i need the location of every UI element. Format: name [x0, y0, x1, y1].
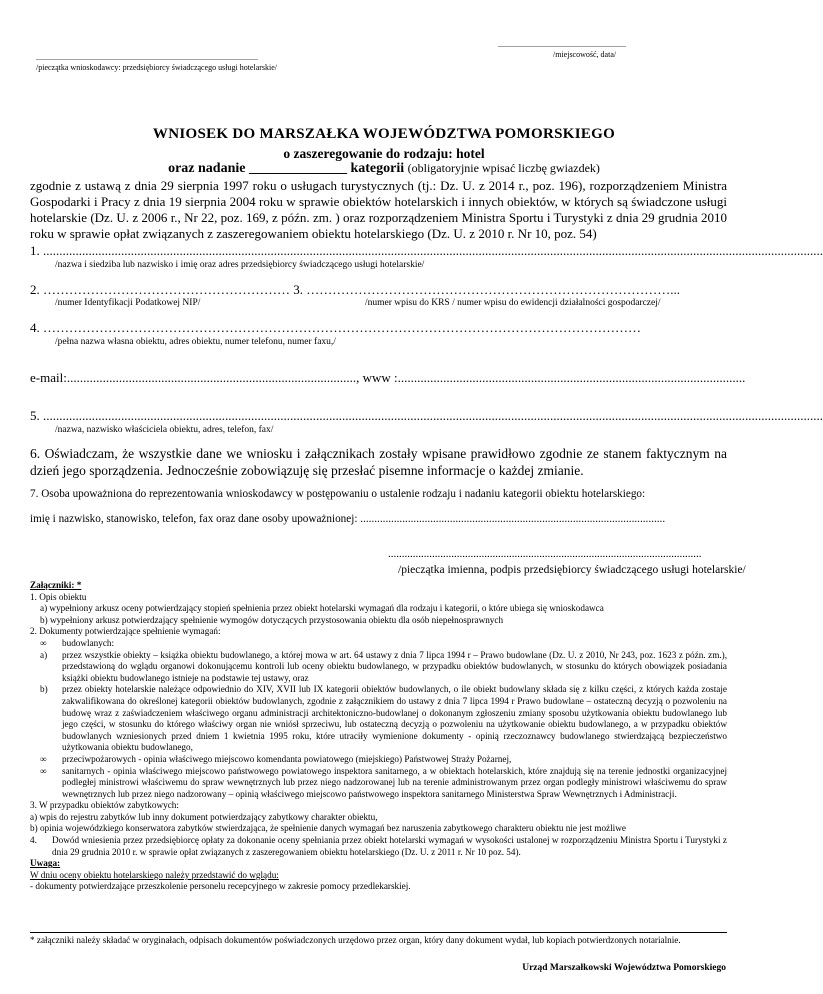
field-3-label: /numer wpisu do KRS / numer wpisu do ewidencji działalności gospodarczej/ [365, 298, 661, 308]
attachment-item [30, 684, 727, 754]
authorized-person-field[interactable] [30, 513, 727, 525]
attachments-heading: Załączniki: * [30, 580, 82, 590]
field-2[interactable] [30, 282, 290, 297]
category-line [0, 161, 768, 177]
www-dots: ........................................................................................................... [397, 370, 746, 385]
attachment-marker: b) [40, 684, 48, 695]
attachment-text: Dowód wniesienia przez przedsiębiorcę opłaty za dokonanie oceny spełniania przez obiekt hotelarski wymagań w wysokości ustalonej w rozporządzeniu Ministra Sportu i Turystyki z dnia 29 grudnia 2010 r. w sprawie opłat związanych z zaszeregowaniem obiektu hotelarskiego (Dz. U. z 2011 r. Nr 10 poz. 54). [52, 835, 727, 857]
declaration-text: 6. Oświadczam, że wszystkie dane we wniosku i załącznikach zostały wpisane prawidłowo zgodnie ze stanem faktycznym na dzień jego sporządzenia. Jednocześnie zobowiązuję się przesłać pisemne informacje o każdej zmianie. [30, 446, 727, 478]
category-blank: ______________ [248, 161, 347, 176]
field-3-number: 3. [293, 282, 303, 297]
email-label: e-mail: [30, 370, 67, 385]
field-1-dots: ................................................................................................................................................................................................................................................ [43, 243, 823, 258]
footnote-text: * załączniki należy składać w oryginałach, odpisach dokumentów poświadczonych urzędowo przez organ, który dany dokument wydał, lub kopiach potwierdzonych notarialnie. [30, 935, 681, 945]
attachment-item [30, 754, 727, 766]
attachment-item [30, 835, 727, 858]
attachments-list [30, 592, 727, 859]
attachment-text: a) wpis do rejestru zabytków lub inny dokument potwierdzający zabytkowy charakter obiektu, [30, 811, 378, 822]
category-prefix: oraz nadanie [168, 161, 246, 176]
attachment-item [30, 638, 727, 650]
signature-dots[interactable]: .................................................................................................................. [388, 548, 702, 560]
attachment-item [30, 626, 727, 638]
attachment-item [30, 650, 727, 685]
field-5-label: /nazwa, nazwisko właściciela obiektu, adres, telefon, fax/ [55, 425, 274, 435]
attachment-item [30, 800, 727, 812]
field-4[interactable] [30, 320, 727, 336]
field-4-dots: ………………………………………………………………………………………………………………………… [43, 320, 641, 335]
footer-office: Urząd Marszałkowski Województwa Pomorskiego [522, 963, 726, 973]
field-2-3-row [30, 282, 727, 298]
attachment-item [30, 766, 727, 801]
field-2-number: 2. [30, 282, 40, 297]
attachment-marker: 4. [30, 835, 37, 846]
field-5[interactable] [30, 408, 823, 424]
note-line-2: - dokumenty potwierdzające przeszkolenie personelu recepcyjnego w zakresie pomocy przedlekarskiej. [30, 881, 411, 892]
field-5-dots: ................................................................................................................................................................................................................................................ [43, 408, 823, 423]
attachment-item [30, 592, 727, 604]
attachment-text: przez wszystkie obiekty – książka obiektu budowlanego, a której mowa w art. 64 ustawy z dnia 7 lipca 1994 r – Prawo budowlane (Dz. U. z 2010, Nr 243, poz. 1623 z późn. zm.), przedstawioną do wglądu organowi dokonującemu kontroli lub oceny obiektu budowlanego, w przypadku obiektów budowlanych, w stosunku do których obowiązek posiadania książki obiektu budowlanego istnieje na podstawie tej ustawy, oraz [62, 649, 727, 683]
footnote-rule [30, 932, 727, 933]
field-3[interactable] [293, 282, 680, 297]
authorized-person-label: imię i nazwisko, stanowisko, telefon, fax oraz dane osoby upoważnionej: [30, 513, 358, 525]
note-line-1: W dniu oceny obiektu hotelarskiego należy przedstawić do wglądu: [30, 869, 279, 880]
attachment-text: b) opinia wojewódzkiego konserwatora zabytków stwierdzająca, że spełnienie danych wymagań bez naruszenia zabytkowego charakteru obiektu nie jest możliwe [30, 823, 626, 834]
category-note: (obligatoryjnie wpisać liczbę gwiazdek) [407, 161, 600, 175]
field-2-label: /numer Identyfikacji Podatkowej NIP/ [55, 298, 201, 308]
applicant-stamp-label: /pieczątka wnioskodawcy: przedsiębiorcy świadczącego usługi hotelarskie/ [36, 63, 278, 72]
field-4-label: /pełna nazwa własna obiektu, adres obiektu, numer telefonu, numer faxu,/ [55, 337, 336, 347]
attachment-text: a) wypełniony arkusz oceny potwierdzający stopień spełnienia przez obiekt hotelarski wymagań dla rodzaju i kategorii, o które ubiega się wnioskodawca [40, 603, 604, 614]
note-heading: Uwaga: [30, 858, 61, 869]
attachment-marker: ∞ [40, 637, 47, 648]
field-3-dots: …………………………………………………………………………... [306, 282, 680, 297]
legal-basis-text: zgodnie z ustawą z dnia 29 sierpnia 1997 roku o usługach turystycznych (tj.: Dz. U. z 2014 r., poz. 196), rozporządzeniem Ministra Gospodarki i Pracy z dnia 19 sierpnia 2004 roku w sprawie obiektów hotelarskich i innych obiektów, w których są świadczone usługi hotelarskie (Dz. U. z 2006 r., Nr 22, poz. 169, z późn. zm. ) oraz rozporządzeniem Ministra Sportu i Turystyki z dnia 29 grudnia 2010 roku w sprawie opłat związanych z zaszeregowaniem obiektu hotelarskiego (Dz. U. z 2010 r. Nr 10, poz. 54) [30, 178, 727, 241]
attachment-item [30, 823, 727, 835]
signature-label: /pieczątka imienna, podpis przedsiębiorcy świadczącego usługi hotelarskie/ [398, 564, 746, 576]
page-title: WNIOSEK DO MARSZAŁKA WOJEWÓDZTWA POMORSKIEGO [152, 126, 616, 142]
attachment-text: przeciwpożarowych - opinia właściwego miejscowo komendanta powiatowego (miejskiego) Państwowej Straży Pożarnej, [62, 753, 512, 764]
www-label: www : [362, 370, 398, 385]
authorized-person-dots: ............................................................................................................. [360, 513, 666, 525]
item-7-text: 7. Osoba upoważniona do reprezentowania wnioskodawcy w postępowaniu o ustalenie rodzaju i nadaniu kategorii obiektu hotelarskiego: [30, 488, 646, 500]
attachment-item [30, 812, 727, 824]
attachment-text: 3. W przypadku obiektów zabytkowych: [30, 800, 179, 811]
email-field[interactable] [30, 370, 359, 385]
attachment-text: b) wypełniony arkusz potwierdzający spełnienie wymogów dotyczących przystosowania obiektu dla osób niepełnosprawnych [40, 614, 504, 625]
email-dots: ........................................................................................., [66, 370, 360, 385]
attachment-text: budowlanych: [62, 637, 115, 648]
attachment-text: 1. Opis obiektu [30, 591, 87, 602]
attachment-text: sanitarnych - opinia właściwego miejscowo państwowego powiatowego inspektora sanitarnego, a w obiektach hotelarskich, które znajdują się na terenie jednostki organizacyjnej podległej ministrowi właściwemu do spraw wewnętrznych lub przez niego nadzorowanej lub na terenie administrowanym przez organ podległy ministrowi właściwemu do spraw wewnętrznych lub przez niego nadzorowany – opinią właściwego miejscowo państwowego inspektora sanitarnego Ministerstwa Spraw Wewnętrznych i Administracji. [62, 765, 727, 799]
contact-row [30, 370, 746, 386]
attachments-section [30, 580, 727, 893]
date-place-dots: ................................................................ [498, 40, 626, 49]
field-1-label: /nazwa i siedziba lub nazwisko i imię oraz adres przedsiębiorcy świadczącego usługi hotelarskie/ [55, 260, 425, 270]
attachment-text: przez obiekty hotelarskie należące odpowiednio do XIV, XVII lub IX kategorii obiektów budowlanych, o ile obiekt budowlany składa się z kilku części, z których każda zostaje zakwalifikowana do określonej kategorii obiektów budowlanych, zgodnie z załącznikiem do ustawy z dnia 7 lipca 1994 r Prawo budowlane – ostateczną decyzją o pozwoleniu na budowę wraz z zaświadczeniem właściwego organu administracji architektoniczno-budowlanej o dokonanym zgłoszeniu zmiany sposobu użytkowania obiektu budowlanego lub jego części, w stosunku do którego właściwy organ nie wniósł sprzeciwu, lub ostateczną decyzją o pozwoleniu na użytkowanie obiektu budowlanego, a w przypadku obiektów budowlanych wzniesionych przed dniem 1 kwietnia 1995 roku, które utraciły wymienione dokumenty - opinią rzeczoznawcy budowlanego stwierdzającą bezpieczeństwo użytkowania obiektu budowlanego, [62, 684, 727, 753]
date-place-label: /miejscowość, data/ [553, 50, 617, 59]
category-word: kategorii [350, 161, 405, 176]
attachment-item [30, 603, 727, 615]
applicant-stamp-dots: ............................................................................................................... [36, 53, 258, 62]
field-1-number: 1. [30, 243, 40, 258]
attachment-marker: a) [40, 649, 48, 660]
attachment-marker: ∞ [40, 765, 47, 776]
attachment-marker: ∞ [40, 753, 47, 764]
www-field[interactable] [363, 370, 746, 385]
attachment-item [30, 615, 727, 627]
page-subtitle: o zaszeregowanie do rodzaju: hotel [283, 146, 485, 161]
field-4-number: 4. [30, 320, 40, 335]
field-1[interactable] [30, 243, 823, 259]
attachment-text: 2. Dokumenty potwierdzające spełnienie wymagań: [30, 626, 221, 637]
field-5-number: 5. [30, 408, 40, 423]
field-2-dots: ………………………………………………… [43, 282, 290, 297]
